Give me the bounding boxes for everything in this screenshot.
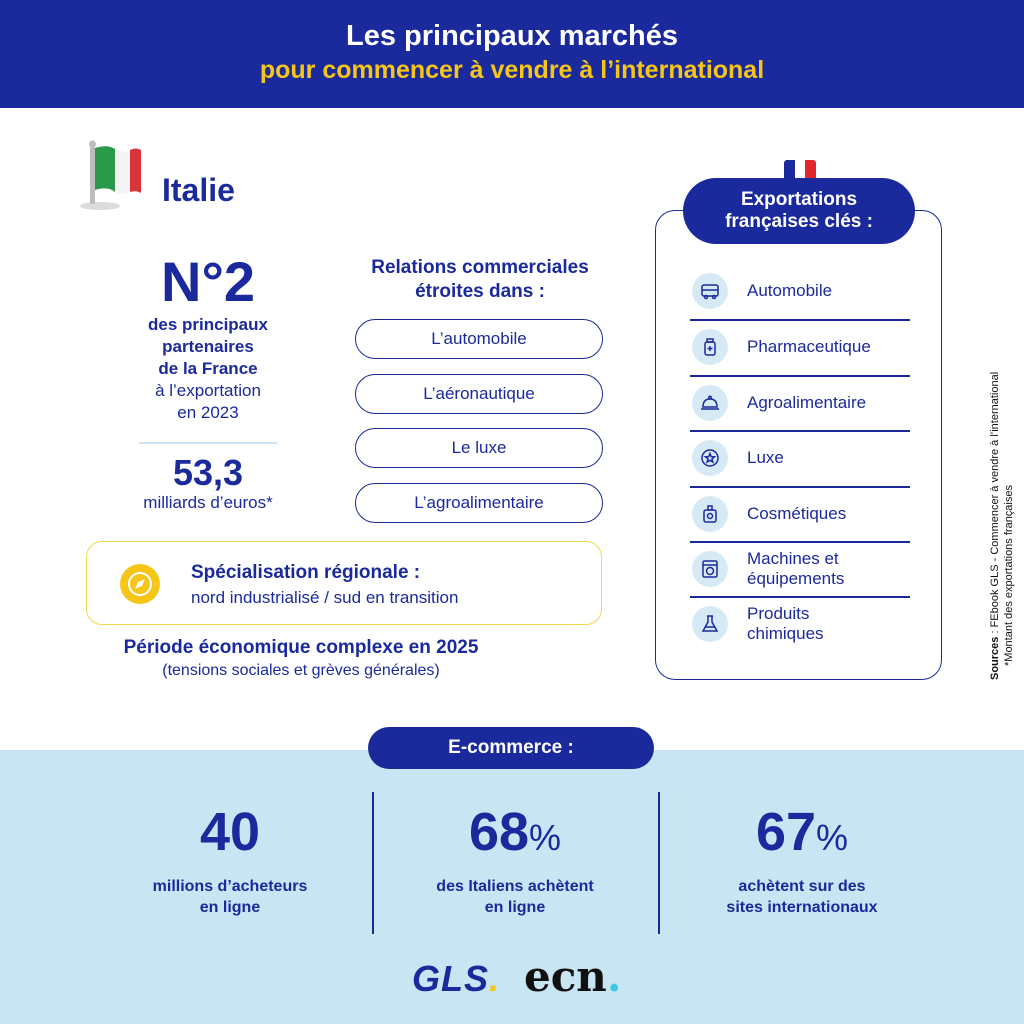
export-item [690, 486, 910, 542]
stat-value: 67 [755, 802, 817, 862]
washing-machine-icon [692, 551, 728, 587]
stat-divider [658, 792, 660, 934]
stat-description: millions d’acheteurs en ligne [152, 878, 308, 916]
stat-description: achètent sur des sites internationaux [726, 878, 878, 916]
sources-note [988, 335, 1024, 680]
sources-footnote: *Montant des exportations françaises [1003, 485, 1015, 666]
exports-title-line-1: Exportations [740, 189, 858, 210]
rank-text-4: à l’exportation [155, 381, 261, 400]
medicine-bottle-icon [692, 329, 728, 365]
period-note: (tensions sociales et grèves générales) [162, 662, 440, 679]
star-badge-icon [692, 440, 728, 476]
relation-pill: L’aéronautique [355, 374, 603, 414]
relations-title-line-2: étroites dans : [415, 281, 545, 302]
sources-text: : FEbook GLS - Commencer à vendre à l’international [989, 371, 1001, 637]
gls-logo: GLS. [412, 958, 501, 999]
sources-label: Sources [989, 636, 1001, 680]
stat-divider [372, 792, 374, 934]
relation-pill: L’agroalimentaire [355, 483, 603, 523]
rank-text-5: en 2023 [177, 403, 239, 422]
stat-suffix: % [816, 817, 849, 858]
export-label: Pharmaceutique [747, 337, 871, 356]
export-label: Agroalimentaire [747, 393, 867, 412]
export-value: 53,3 [172, 452, 244, 493]
export-item [690, 430, 910, 486]
relations-title [340, 256, 620, 304]
relation-pill: Le luxe [355, 428, 603, 468]
ranking-block [128, 250, 288, 514]
cloche-icon [692, 385, 728, 421]
divider [139, 442, 277, 444]
rank-text-2: partenaires [162, 337, 254, 356]
period-block [86, 636, 516, 682]
rank-text-3: de la France [158, 359, 258, 378]
ecn-logo: ecn. [524, 952, 622, 1001]
export-label: Automobile [747, 281, 833, 300]
specialisation-title: Spécialisation régionale : [191, 562, 421, 583]
specialisation-text: nord industrialisé / sud en transition [191, 588, 459, 607]
country-name: Italie [162, 172, 235, 208]
period-title: Période économique complexe en 2025 [123, 637, 479, 658]
stat-value: 40 [199, 802, 261, 862]
export-item [690, 596, 910, 652]
export-item [690, 319, 910, 375]
relations-title-line-1: Relations commerciales [371, 257, 589, 278]
relation-pill: L’automobile [355, 319, 603, 359]
export-item [690, 375, 910, 431]
export-label: Luxe [747, 448, 784, 467]
export-label: Cosmétiques [747, 504, 847, 523]
stat-value: 68 [468, 802, 530, 862]
export-unit: milliards d’euros* [143, 493, 273, 512]
ecommerce-title: E-commerce : [368, 727, 654, 769]
bus-icon [692, 273, 728, 309]
exports-title-line-2: françaises clés : [725, 211, 873, 232]
page-title: Les principaux marchés [345, 20, 679, 52]
page-subtitle: pour commencer à vendre à l’international [259, 56, 765, 84]
ecommerce-stat [390, 800, 640, 918]
header-banner [0, 0, 1024, 108]
export-label: Machines et équipements [747, 549, 845, 588]
rank-number: N°2 [161, 250, 255, 313]
export-item [690, 263, 910, 319]
compass-icon [120, 564, 160, 604]
ecommerce-stat [105, 800, 355, 918]
perfume-icon [692, 496, 728, 532]
export-item [690, 541, 910, 597]
flask-icon [692, 606, 728, 642]
italy-flag-icon [78, 140, 148, 214]
export-label: Produits chimiques [747, 604, 824, 643]
stat-suffix: % [529, 817, 562, 858]
stat-description: des Italiens achètent en ligne [436, 878, 594, 916]
rank-text-1: des principaux [148, 315, 268, 334]
ecommerce-stat [677, 800, 927, 918]
exports-title [683, 178, 915, 244]
specialisation-box [86, 541, 602, 625]
